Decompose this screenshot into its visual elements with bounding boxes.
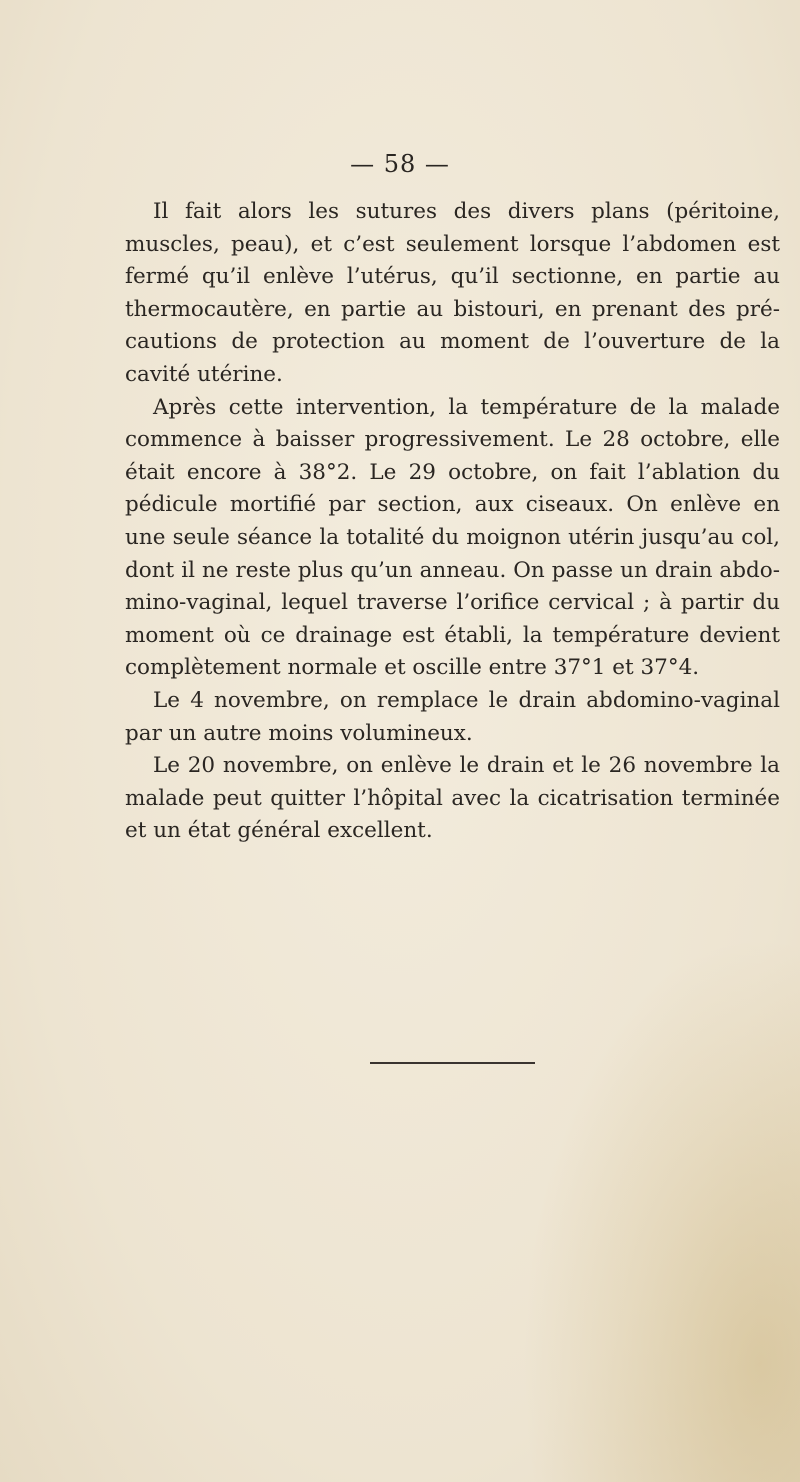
text-line: mino-vaginal, lequel traverse l’orifice cervical ; à partir du (125, 590, 780, 616)
text-line: Il fait alors les sutures des divers plans (péritoine, (153, 199, 780, 224)
body-text (125, 196, 780, 848)
text-line: complètement normale et oscille entre 37°1 et 37°4. (125, 655, 700, 681)
text-line: commence à baisser progressivement. Le 28 octobre, elle (125, 427, 780, 453)
text-line: Après cette intervention, la température de la malade (153, 394, 780, 420)
text-line: était encore à 38°2. Le 29 octobre, on fait l’ablation du (125, 459, 780, 485)
page-number: — 58 — (350, 150, 450, 178)
text-line: et un état général excellent. (125, 818, 433, 844)
end-rule (370, 1062, 535, 1064)
text-line: muscles, peau), et c’est seulement lorsque l’abdomen est (125, 231, 780, 257)
text-line: moment où ce drainage est établi, la température devient (125, 622, 780, 648)
text-line: Le 20 novembre, on enlève le drain et le 26 novembre la (153, 753, 780, 779)
text-line: thermocautère, en partie au bistouri, en prenant des pré- (125, 296, 780, 322)
text-line: pédicule mortifié par section, aux ciseaux. On enlève en (125, 492, 780, 518)
text-line: Le 4 novembre, on remplace le drain abdomino-vaginal (153, 687, 780, 713)
text-line: cautions de protection au moment de l’ouverture de la (125, 329, 780, 355)
text-line: malade peut quitter l’hôpital avec la cicatrisation terminée (125, 785, 780, 811)
text-line: fermé qu’il enlève l’utérus, qu’il sectionne, en partie au (125, 264, 780, 290)
text-line: par un autre moins volumineux. (125, 720, 473, 746)
text-line: cavité utérine. (125, 361, 283, 387)
text-line: dont il ne reste plus qu’un anneau. On passe un drain abdo- (125, 557, 780, 583)
text-line: une seule séance la totalité du moignon utérin jusqu’au col, (125, 524, 780, 550)
